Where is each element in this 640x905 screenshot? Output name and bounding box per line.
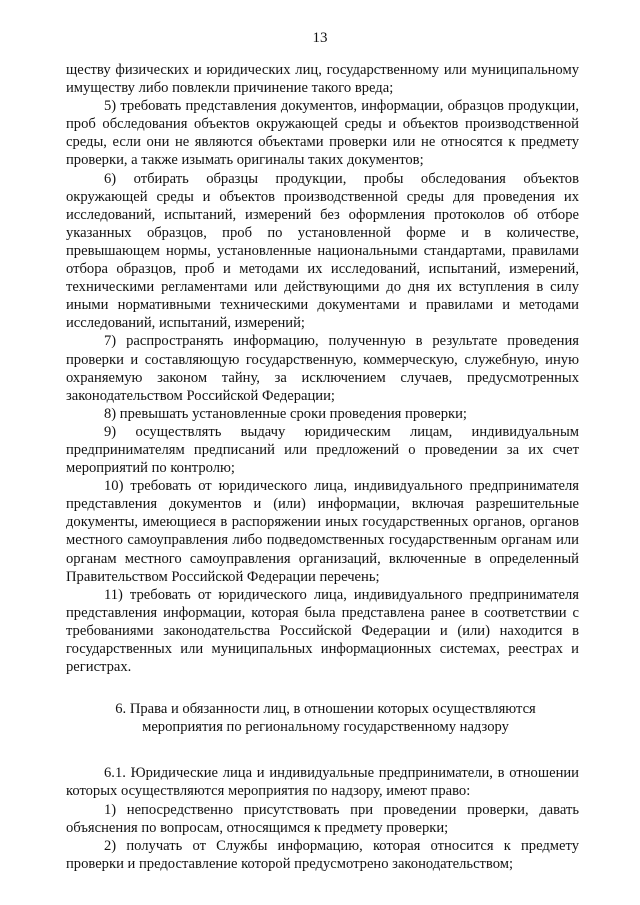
paragraph-item-8: 8) превышать установленные сроки проведения проверки; <box>104 405 467 422</box>
section-heading: 6. Права и обязанности лиц, в отношении которых осуществляются мероприятия по региональному государственному надзору <box>115 701 536 736</box>
page-number: 13 <box>312 30 328 46</box>
section-paragraph-item-1: 1) непосредственно присутствовать при проведении проверки, давать объяснения по вопросам, относящимся к предмету проверки; <box>66 801 579 836</box>
document-body <box>66 61 579 873</box>
paragraph-item-9: 9) осуществлять выдачу юридическим лицам, индивидуальным предпринимателям предписаний или предложений о проведении за их счет мероприятий по контролю; <box>66 423 579 477</box>
section-paragraph-6-1: 6.1. Юридические лица и индивидуальные предприниматели, в отношении которых осуществляются мероприятия по надзору, имеют право: <box>66 765 579 800</box>
paragraph-continuation: ществу физических и юридических лиц, государственному или муниципальному имуществу либо повлекли причинение такого вреда; <box>66 62 579 97</box>
paragraph-item-10: 10) требовать от юридического лица, индивидуального предпринимателя представления документов и (или) информации, включая разрешительные документы, имеющиеся в распоряжении иных государственных органов, органов местного самоуправления либо подведомственных государственным органам или органам местного самоуправления организаций, включенные в определенный Правительством Российской Федерации перечень; <box>66 478 579 585</box>
paragraph-item-5: 5) требовать представления документов, информации, образцов продукции, проб обследования объектов окружающей среды и объектов производственной среды, если они не являются объектами проверки или не относятся к предмету проверки, а также изымать оригиналы таких документов; <box>66 98 579 169</box>
paragraph-item-6: 6) отбирать образцы продукции, пробы обследования объектов окружающей среды и объектов производственной среды для проведения их исследований, испытаний, измерений без оформления протоколов об отборе указанных образцов, проб по установленной форме и в количестве, превышающем нормы, установленные национальными стандартами, правилами отбора образцов, проб и методами их исследований, испытаний, измерений, техническими регламентами или действующими до дня их вступления в силу иными нормативными техническими документами и правилами и методами исследований, испытаний, измерений; <box>66 170 579 332</box>
paragraph-item-11: 11) требовать от юридического лица, индивидуального предпринимателя представления информации, которая была представлена ранее в соответствии с требованиями законодательства Российской Федерации и (или) находится в государственных или муниципальных информационных системах, реестрах и регистрах. <box>66 586 579 676</box>
paragraph-item-7: 7) распространять информацию, полученную в результате проведения проверки и составляющую государственную, коммерческую, служебную, иную охраняемую законом тайну, за исключением случаев, предусмотренных законодательством Российской Федерации; <box>66 333 579 404</box>
section-paragraph-item-2: 2) получать от Службы информацию, которая относится к предмету проверки и предоставление которой предусмотрено законодательством; <box>66 837 579 872</box>
